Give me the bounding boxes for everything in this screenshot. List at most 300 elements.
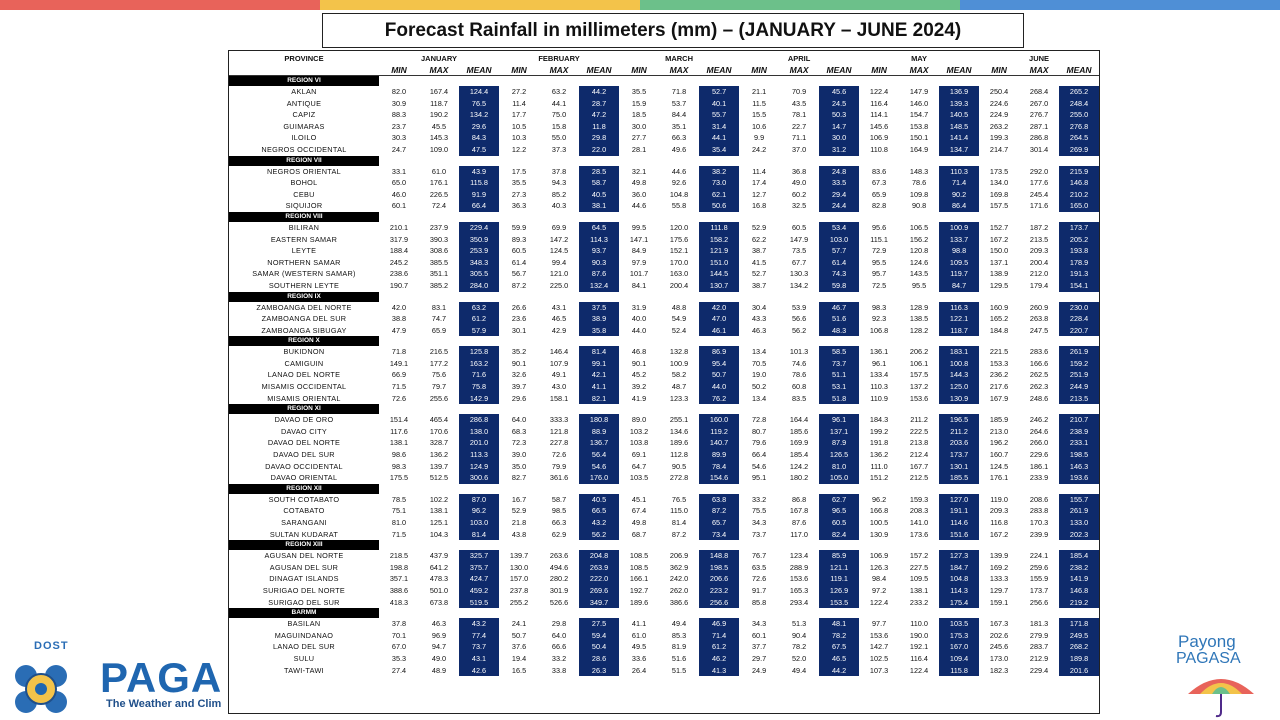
mean-value: 86.4 [939, 200, 979, 212]
max-value: 32.5 [791, 201, 807, 211]
table-row [229, 268, 1099, 280]
max-value: 276.7 [1029, 110, 1049, 120]
mean-value: 71.6 [459, 369, 499, 381]
table-row [229, 437, 1099, 449]
min-value: 96.2 [871, 494, 887, 504]
min-value: 167.3 [989, 619, 1009, 629]
mean-value: 263.9 [579, 562, 619, 574]
mean-value: 261.9 [1059, 346, 1099, 358]
mean-value: 81.4 [459, 529, 499, 541]
mean-value: 24.5 [819, 98, 859, 110]
region-label: BARMM [229, 608, 379, 618]
min-value: 137.1 [989, 257, 1009, 267]
min-value: 30.4 [751, 302, 767, 312]
min-value: 176.1 [989, 473, 1009, 483]
min-value: 27.2 [511, 87, 527, 96]
mean-value: 121.1 [819, 562, 859, 574]
min-value: 10.3 [511, 133, 527, 143]
min-value: 85.8 [751, 597, 767, 607]
mean-value: 58.5 [819, 346, 859, 358]
min-value: 192.7 [629, 585, 649, 595]
sub-header-max: MAX [539, 65, 579, 76]
min-value: 12.7 [751, 189, 767, 199]
max-value: 56.2 [791, 325, 807, 335]
mean-value: 54.6 [579, 461, 619, 473]
max-value: 46.3 [431, 619, 447, 629]
region-row-filler [379, 404, 1099, 414]
max-value: 641.2 [429, 562, 449, 572]
max-value: 209.3 [1029, 246, 1049, 256]
mean-value: 249.5 [1059, 630, 1099, 642]
max-value: 177.2 [429, 358, 449, 368]
max-value: 189.6 [669, 438, 689, 448]
mean-value: 349.7 [579, 597, 619, 609]
max-value: 51.3 [791, 619, 807, 629]
min-value: 101.7 [629, 269, 649, 279]
mean-value: 189.8 [1059, 653, 1099, 665]
region-row-filler [379, 540, 1099, 550]
max-value: 170.0 [669, 257, 689, 267]
max-value: 49.0 [791, 178, 807, 188]
mean-value: 56.2 [579, 529, 619, 541]
max-value: 262.3 [1029, 382, 1049, 392]
mean-value: 233.1 [1059, 437, 1099, 449]
max-value: 283.8 [1029, 506, 1049, 516]
mean-value: 222.0 [579, 573, 619, 585]
min-value: 136.1 [869, 347, 889, 357]
max-value: 72.6 [551, 450, 567, 460]
min-value: 108.5 [629, 551, 649, 561]
max-value: 167.4 [429, 87, 449, 96]
max-value: 44.1 [551, 98, 567, 108]
mean-value: 286.8 [459, 414, 499, 426]
max-value: 53.7 [671, 98, 687, 108]
mean-value: 144.5 [699, 268, 739, 280]
max-value: 45.5 [431, 121, 447, 131]
mean-value: 268.2 [1059, 641, 1099, 653]
max-value: 49.6 [671, 144, 687, 154]
max-value: 266.0 [1029, 438, 1049, 448]
mean-value: 230.0 [1059, 302, 1099, 314]
min-value: 52.7 [751, 269, 767, 279]
max-value: 76.5 [671, 494, 687, 504]
mean-value: 140.5 [939, 109, 979, 121]
mean-value: 193.8 [1059, 245, 1099, 257]
mean-value: 151.6 [939, 529, 979, 541]
mean-value: 61.2 [459, 313, 499, 325]
mean-value: 223.2 [699, 585, 739, 597]
max-value: 229.6 [1029, 450, 1049, 460]
min-value: 71.8 [391, 347, 407, 357]
table-row [229, 618, 1099, 630]
max-value: 146.0 [909, 98, 929, 108]
mean-value: 136.9 [939, 86, 979, 98]
max-value: 62.9 [551, 529, 567, 539]
max-value: 229.4 [1029, 665, 1049, 675]
max-value: 147.9 [909, 87, 929, 96]
max-value: 213.8 [909, 438, 929, 448]
mean-value: 206.6 [699, 573, 739, 585]
mean-value: 146.8 [1059, 585, 1099, 597]
min-value: 224.9 [989, 110, 1009, 120]
mean-value: 183.1 [939, 346, 979, 358]
mean-value: 14.7 [819, 121, 859, 133]
mean-value: 35.4 [699, 144, 739, 156]
min-value: 150.0 [989, 246, 1009, 256]
max-value: 122.4 [909, 665, 929, 675]
mean-value: 348.3 [459, 257, 499, 269]
max-value: 72.4 [431, 201, 447, 211]
mean-value: 325.7 [459, 550, 499, 562]
max-value: 139.7 [429, 461, 449, 471]
mean-value: 119.1 [819, 573, 859, 585]
mean-value: 41.1 [579, 381, 619, 393]
max-value: 46.5 [551, 314, 567, 324]
max-value: 125.1 [429, 518, 449, 527]
max-value: 165.3 [789, 585, 809, 595]
min-value: 76.7 [751, 551, 767, 561]
mean-value: 119.7 [939, 268, 979, 280]
mean-value: 40.5 [579, 494, 619, 506]
table-row [229, 109, 1099, 121]
mean-value: 28.6 [579, 653, 619, 665]
min-value: 142.7 [869, 642, 889, 652]
min-value: 103.5 [629, 473, 649, 483]
region-row [229, 404, 1099, 414]
max-value: 164.9 [909, 144, 929, 154]
max-value: 106.5 [909, 222, 929, 232]
min-value: 46.8 [631, 347, 647, 357]
min-value: 90.1 [511, 358, 527, 368]
max-value: 268.4 [1029, 87, 1049, 96]
mean-value: 77.4 [459, 630, 499, 642]
min-value: 17.7 [511, 110, 527, 120]
mean-value: 175.4 [939, 597, 979, 609]
sub-header-mean: MEAN [939, 65, 979, 76]
mean-value: 185.4 [1059, 550, 1099, 562]
min-value: 42.0 [391, 302, 407, 312]
max-value: 124.5 [549, 246, 569, 256]
max-value: 147.9 [789, 234, 809, 244]
province-name: ZAMBOANGA DEL SUR [261, 314, 347, 324]
sub-header-min: MIN [859, 65, 899, 76]
max-value: 110.0 [910, 619, 928, 629]
min-value: 75.1 [391, 506, 407, 516]
min-value: 19.4 [511, 653, 527, 663]
min-value: 11.4 [752, 166, 766, 176]
min-value: 27.3 [511, 189, 527, 199]
max-value: 90.4 [791, 630, 807, 640]
min-value: 68.7 [631, 529, 647, 539]
max-value: 64.0 [551, 630, 567, 640]
max-value: 44.6 [671, 166, 687, 176]
mean-value: 158.2 [699, 234, 739, 246]
max-value: 104.3 [429, 529, 449, 539]
max-value: 171.6 [1029, 201, 1049, 211]
mean-value: 138.0 [459, 426, 499, 438]
max-value: 173.6 [909, 529, 929, 539]
min-value: 157.5 [989, 201, 1009, 211]
max-value: 170.6 [429, 426, 449, 436]
mean-value: 265.2 [1059, 86, 1099, 98]
mean-value: 201.0 [459, 437, 499, 449]
table-row [229, 597, 1099, 609]
max-value: 212.4 [909, 450, 929, 460]
min-value: 21.8 [511, 518, 527, 527]
province-name: EASTERN SAMAR [270, 234, 338, 244]
max-value: 279.9 [1029, 630, 1049, 640]
mean-value: 300.6 [459, 472, 499, 484]
region-label: REGION XIII [229, 540, 379, 550]
min-value: 69.1 [631, 450, 647, 460]
table-row [229, 98, 1099, 110]
min-value: 52.9 [751, 222, 767, 232]
province-name: MISAMIS ORIENTAL [267, 393, 341, 403]
max-value: 286.8 [1029, 133, 1049, 143]
rainfall-table-container [228, 50, 1100, 714]
rainfall-table [229, 51, 1099, 676]
max-value: 35.1 [671, 121, 687, 131]
payong-pagasa-label: PAGASA [1176, 650, 1241, 667]
mean-value: 103.0 [819, 234, 859, 246]
max-value: 465.4 [429, 415, 449, 425]
province-name: SURIGAO DEL NORTE [262, 585, 346, 595]
mean-value: 202.3 [1059, 529, 1099, 541]
province-name: SOUTHERN LEYTE [268, 280, 340, 290]
mean-value: 126.9 [819, 585, 859, 597]
mean-value: 134.2 [459, 109, 499, 121]
min-value: 24.7 [391, 144, 407, 154]
region-row-filler [379, 76, 1099, 87]
mean-value: 40.5 [579, 189, 619, 201]
min-value: 39.0 [511, 450, 527, 460]
province-name: DAVAO DEL NORTE [267, 438, 341, 448]
sub-header-mean: MEAN [579, 65, 619, 76]
mean-value: 46.1 [699, 325, 739, 337]
mean-value: 125.8 [459, 346, 499, 358]
min-value: 263.2 [989, 121, 1009, 131]
province-name: TAWI-TAWI [284, 665, 324, 675]
max-value: 166.6 [1029, 358, 1049, 368]
mean-value: 84.3 [459, 132, 499, 144]
mean-value: 132.4 [579, 280, 619, 292]
min-value: 245.6 [989, 642, 1009, 652]
min-value: 17.5 [511, 166, 527, 176]
max-value: 124.6 [909, 257, 929, 267]
mean-value: 51.6 [819, 313, 859, 325]
max-value: 40.3 [551, 201, 567, 211]
min-value: 41.1 [631, 619, 647, 629]
min-value: 126.3 [869, 562, 889, 572]
max-value: 222.5 [909, 426, 929, 436]
max-value: 237.9 [429, 222, 449, 232]
min-value: 49.8 [631, 518, 647, 527]
min-value: 149.1 [389, 358, 409, 368]
province-name: MAGUINDANAO [274, 630, 334, 640]
region-row-filler [379, 156, 1099, 166]
max-value: 15.8 [551, 121, 567, 131]
min-value: 209.3 [989, 506, 1009, 516]
min-value: 41.9 [631, 393, 647, 403]
max-value: 185.6 [789, 426, 809, 436]
mean-value: 173.7 [1059, 222, 1099, 234]
max-value: 60.8 [791, 382, 807, 392]
min-value: 15.9 [631, 98, 647, 108]
min-value: 19.0 [751, 370, 767, 380]
max-value: 69.9 [551, 222, 567, 232]
min-value: 96.1 [871, 358, 887, 368]
mean-value: 57.9 [459, 325, 499, 337]
mean-value: 84.7 [939, 280, 979, 292]
mean-value: 63.2 [459, 302, 499, 314]
mean-value: 57.7 [819, 245, 859, 257]
min-value: 153.3 [989, 358, 1009, 368]
mean-value: 140.7 [699, 437, 739, 449]
min-value: 24.9 [751, 665, 767, 675]
mean-value: 35.8 [579, 325, 619, 337]
min-value: 71.5 [391, 529, 407, 539]
region-label: REGION X [229, 336, 379, 346]
table-row [229, 426, 1099, 438]
min-value: 30.0 [631, 121, 647, 131]
min-value: 12.2 [511, 144, 527, 154]
max-value: 157.5 [909, 370, 929, 380]
max-value: 169.9 [789, 438, 809, 448]
table-row [229, 132, 1099, 144]
min-value: 157.0 [509, 574, 529, 584]
max-value: 212.9 [1029, 653, 1049, 663]
min-value: 46.0 [391, 189, 407, 199]
min-value: 13.4 [751, 393, 767, 403]
table-row [229, 665, 1099, 677]
min-value: 100.5 [869, 518, 889, 527]
mean-value: 28.5 [579, 166, 619, 178]
min-value: 38.7 [751, 280, 767, 290]
min-value: 110.8 [870, 144, 888, 154]
max-value: 280.2 [549, 574, 569, 584]
table-row [229, 550, 1099, 562]
slide-title [322, 13, 1024, 48]
max-value: 263.6 [549, 551, 569, 561]
mean-value: 96.1 [819, 414, 859, 426]
mean-value: 119.2 [699, 426, 739, 438]
max-value: 98.5 [551, 506, 567, 516]
max-value: 190.2 [429, 110, 449, 120]
min-value: 98.4 [871, 574, 887, 584]
max-value: 58.2 [671, 370, 687, 380]
min-value: 80.7 [751, 426, 767, 436]
min-value: 255.2 [509, 597, 529, 607]
mean-value: 136.7 [579, 437, 619, 449]
table-row [229, 245, 1099, 257]
max-value: 390.3 [429, 234, 449, 244]
mean-value: 122.1 [939, 313, 979, 325]
min-value: 418.3 [389, 597, 409, 607]
mean-value: 137.1 [819, 426, 859, 438]
min-value: 122.4 [869, 597, 889, 607]
mean-value: 67.5 [819, 641, 859, 653]
mean-value: 44.0 [699, 381, 739, 393]
mean-value: 91.9 [459, 189, 499, 201]
mean-value: 219.2 [1059, 597, 1099, 609]
min-value: 106.8 [869, 325, 889, 335]
max-value: 136.2 [429, 450, 449, 460]
province-name: ANTIQUE [286, 98, 322, 108]
max-value: 256.6 [1029, 597, 1049, 607]
max-value: 66.3 [551, 518, 567, 527]
table-row [229, 562, 1099, 574]
min-value: 72.3 [511, 438, 527, 448]
max-value: 84.4 [671, 110, 687, 120]
min-value: 236.2 [989, 370, 1009, 380]
max-value: 153.6 [789, 574, 809, 584]
mean-value: 173.7 [939, 449, 979, 461]
max-value: 75.6 [431, 370, 447, 380]
mean-value: 44.1 [699, 132, 739, 144]
mean-value: 264.5 [1059, 132, 1099, 144]
mean-value: 82.4 [819, 529, 859, 541]
mean-value: 61.2 [699, 641, 739, 653]
min-value: 45.2 [631, 370, 647, 380]
mean-value: 11.8 [579, 121, 619, 133]
min-value: 68.3 [511, 426, 527, 436]
sub-header-mean: MEAN [1059, 65, 1099, 76]
mean-value: 201.6 [1059, 665, 1099, 677]
max-value: 22.7 [791, 121, 807, 131]
payong-label: Payong [1178, 632, 1236, 651]
table-row [229, 393, 1099, 405]
max-value: 132.8 [669, 347, 689, 357]
max-value: 55.8 [671, 201, 687, 211]
table-row [229, 585, 1099, 597]
max-value: 267.0 [1029, 98, 1049, 108]
min-value: 153.6 [869, 630, 889, 640]
min-value: 66.9 [391, 370, 407, 380]
mean-value: 193.6 [1059, 472, 1099, 484]
mean-value: 124.9 [459, 461, 499, 473]
max-value: 283.7 [1029, 642, 1049, 652]
province-name: SULTAN KUDARAT [269, 529, 339, 539]
min-value: 151.4 [389, 415, 409, 425]
mean-value: 248.4 [1059, 98, 1099, 110]
max-value: 212.0 [1029, 269, 1049, 279]
min-value: 37.8 [391, 619, 407, 629]
max-value: 264.6 [1029, 426, 1049, 436]
min-value: 50.7 [511, 630, 527, 640]
min-value: 30.3 [391, 133, 407, 143]
table-row [229, 494, 1099, 506]
min-value: 139.9 [989, 551, 1009, 561]
mean-value: 81.4 [579, 346, 619, 358]
mean-value: 255.0 [1059, 109, 1099, 121]
mean-value: 42.0 [699, 302, 739, 314]
payong-pagasa-logo [1168, 632, 1278, 718]
mean-value: 60.5 [819, 517, 859, 529]
max-value: 216.5 [429, 347, 449, 357]
min-value: 173.5 [989, 166, 1009, 176]
min-value: 173.0 [989, 653, 1009, 663]
min-value: 9.9 [753, 133, 765, 143]
max-value: 437.9 [429, 551, 449, 561]
max-value: 248.6 [1029, 393, 1049, 403]
max-value: 206.2 [909, 347, 929, 357]
mean-value: 228.4 [1059, 313, 1099, 325]
max-value: 206.9 [669, 551, 689, 561]
max-value: 121.8 [549, 426, 569, 436]
min-value: 35.5 [511, 178, 527, 188]
min-value: 47.9 [391, 325, 407, 335]
mean-value: 220.7 [1059, 325, 1099, 337]
